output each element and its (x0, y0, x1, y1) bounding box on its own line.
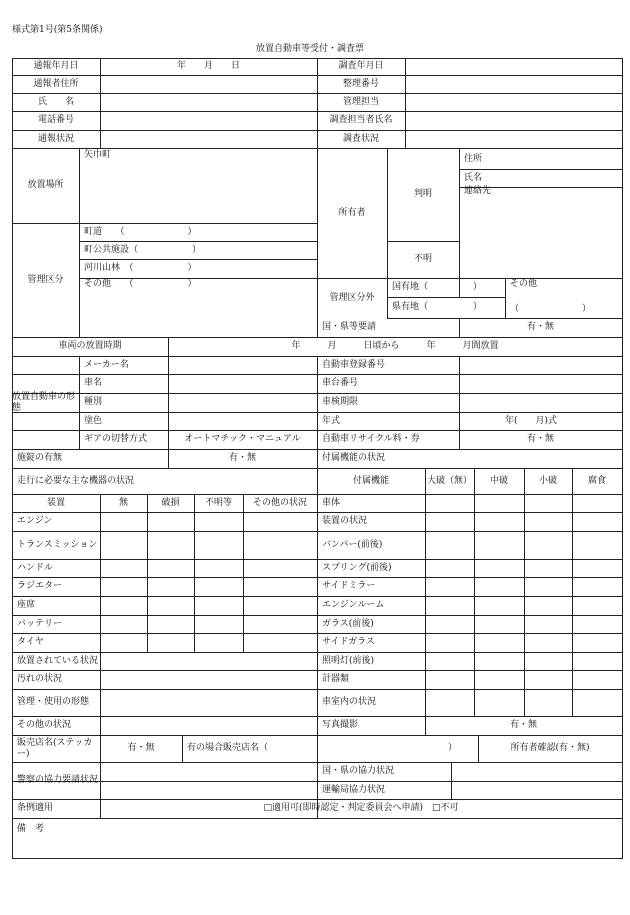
pref-coop-cell: 国・県の協力状況 (322, 766, 395, 776)
grid-line (405, 58, 406, 149)
other-cell: その他 （ ） (84, 279, 197, 289)
management-use-cell: 管理・使用の形態 (17, 697, 90, 707)
other-condition-cell: その他の状況 (17, 720, 72, 730)
seat-cell: 座席 (17, 600, 36, 610)
admin-class-cell: 管理区分 (27, 274, 64, 285)
grid-line (572, 468, 573, 717)
device-cell: 装置 (46, 497, 65, 508)
other-status-cell: その他の状況 (252, 497, 307, 508)
engine-cell: エンジン (17, 516, 53, 526)
grid-line (524, 468, 525, 717)
location-value-cell: 矢巾町 (84, 150, 112, 160)
interior-cell: 車室内の状況 (322, 697, 377, 707)
gear-value-cell: オートマチック・マニュアル (184, 434, 301, 444)
other2-paren-cell: （ ） (510, 304, 592, 314)
report-date-cell: 通報年月日 (33, 61, 79, 71)
car-name-cell: 車名 (84, 378, 103, 388)
engine-room-cell: エンジンルーム (322, 600, 385, 610)
remarks-cell: 備 考 (17, 824, 45, 834)
grid-line (622, 58, 623, 859)
model-year-cell: 年式 (322, 415, 341, 426)
national-land-cell: 国有地（ ） (392, 282, 483, 292)
grid-line (459, 148, 460, 298)
transmission-cell: トランスミッション (17, 539, 98, 550)
unclear-cell: 不明等 (204, 497, 232, 508)
manager-cell: 管理担当 (342, 96, 379, 107)
device-status-cell: 装置の状況 (322, 516, 368, 526)
recycle-cell: 自動車リサイクル料・券 (322, 434, 420, 444)
none-cell: 無 (118, 497, 128, 508)
grid-line (425, 468, 426, 717)
side-glass-cell: サイドガラス (322, 637, 375, 647)
reporter-address-cell: 通報者住所 (33, 78, 79, 89)
transport-coop-cell: 運輸局協力状況 (322, 784, 386, 795)
grid-line (451, 762, 452, 800)
radiator-cell: ラジエター (17, 581, 63, 591)
spring-cell: スプリング(前後) (322, 562, 392, 573)
rust-cell: 腐食 (587, 475, 606, 486)
accessory-cell: 付属機能 (352, 475, 389, 486)
lights-cell: 照明灯(前後) (322, 655, 375, 666)
ordinance-value-cell: □適用可(即時認定・判定委員会へ申請) □不可 (263, 803, 459, 813)
grid-line (147, 494, 148, 653)
essential-equipment-cell: 走行に必要な主な機器の状況 (17, 475, 135, 486)
recycle-value-cell: 有・無 (526, 434, 554, 444)
vehicle-form-cell: 放置自動車の形態 (12, 391, 76, 413)
phone-cell: 電話番号 (37, 115, 74, 125)
dealer-yes-no-cell: 有・無 (127, 743, 155, 753)
accessory-status-cell: 付属機能の状況 (322, 453, 386, 463)
paint-cell: 塗色 (84, 415, 103, 426)
grid-line (182, 735, 183, 763)
ref-number-cell: 整理番号 (342, 78, 379, 89)
lock-cell: 施錠の有無 (17, 453, 63, 463)
tire-cell: タイヤ (17, 637, 44, 647)
police-cell: 警察の協力要請状況 (17, 775, 99, 785)
chassis-cell: 車台番号 (322, 378, 359, 388)
pref-land-cell: 県有地（ ） (392, 302, 483, 312)
dealer-name-cell: 有の場合販売店名（ ） (187, 743, 458, 753)
grid-line (317, 468, 318, 819)
owner-name-cell: 氏名 (464, 172, 483, 183)
side-mirror-cell: サイドミラー (322, 581, 376, 591)
identified-cell: 判明 (413, 189, 432, 199)
town-road-cell: 町道 （ ） (84, 226, 197, 237)
period-label-cell: 車両の放置時期 (58, 341, 122, 351)
other2-cell: その他 (510, 279, 538, 289)
inspection-cell: 車検期限 (322, 397, 359, 407)
national-request-cell: 国・県等要請 (322, 322, 377, 332)
battery-cell: バッテリー (17, 618, 63, 629)
maker-cell: メーカー名 (84, 359, 129, 370)
major-damage-cell: 大破（無） (426, 475, 472, 486)
grid-line (194, 494, 195, 653)
lock-value-cell: 有・無 (228, 453, 256, 463)
form-title: 放置自動車等受付・調査票 (256, 44, 365, 54)
dealer-cell: 販売店名(ステッカー) (17, 737, 93, 759)
grid-line (79, 148, 80, 338)
photo-cell: 写真撮影 (322, 720, 359, 730)
grid-line (474, 468, 475, 717)
survey-date-cell: 調査年月日 (338, 61, 384, 71)
grid-line (505, 278, 506, 319)
type-cell: 種別 (84, 397, 103, 407)
bumper-cell: バンパー(前後) (322, 539, 383, 550)
body-cell: 車体 (322, 497, 341, 508)
glass-cell: ガラス(前後) (322, 618, 374, 629)
period-value-cell: 年 月 日頃から 年 月間放置 (291, 341, 499, 351)
contact-cell: 連絡先 (464, 186, 492, 196)
report-status-cell: 通報状況 (37, 133, 74, 144)
grid-line (79, 356, 80, 450)
name-cell: 氏 名 (37, 96, 74, 107)
owner-confirm-cell: 所有者確認(有・無) (510, 743, 590, 753)
yes-no-cell: 有・無 (526, 322, 554, 332)
river-forest-cell: 河川山林 （ ） (84, 263, 197, 273)
registration-cell: 自動車登録番号 (322, 359, 386, 370)
dirt-cell: 汚れの状況 (17, 674, 63, 684)
address-cell: 住所 (464, 154, 483, 164)
outside-admin-cell: 管理区分外 (329, 292, 375, 303)
report-date-value-cell: 年 月 日 (176, 61, 240, 71)
investigator-cell: 調査担当者氏名 (329, 115, 393, 125)
grid-line (12, 858, 623, 859)
survey-status-cell: 調査状況 (342, 133, 379, 144)
grid-line (100, 494, 101, 653)
location-cell: 放置場所 (27, 180, 64, 190)
grid-line (317, 356, 318, 469)
unknown-cell: 不明 (413, 254, 432, 264)
meters-cell: 計器類 (322, 674, 350, 684)
gear-cell: ギアの切替方式 (84, 434, 148, 444)
damaged-cell: 破損 (161, 497, 180, 508)
abandoned-status-cell: 放置されている状況 (17, 655, 99, 666)
minor-damage-cell: 小破 (538, 475, 557, 486)
grid-line (243, 494, 244, 653)
photo-value-cell: 有・無 (509, 720, 537, 730)
medium-damage-cell: 中破 (489, 475, 508, 486)
model-year-value-cell: 年( 月)式 (505, 415, 558, 426)
ordinance-cell: 条例適用 (17, 803, 54, 813)
handle-cell: ハンドル (17, 562, 54, 573)
form-number: 様式第1号(第5条関係) (12, 25, 103, 35)
town-facility-cell: 町公共施設（ ） (84, 244, 202, 255)
owner-cell: 所有者 (338, 207, 366, 218)
